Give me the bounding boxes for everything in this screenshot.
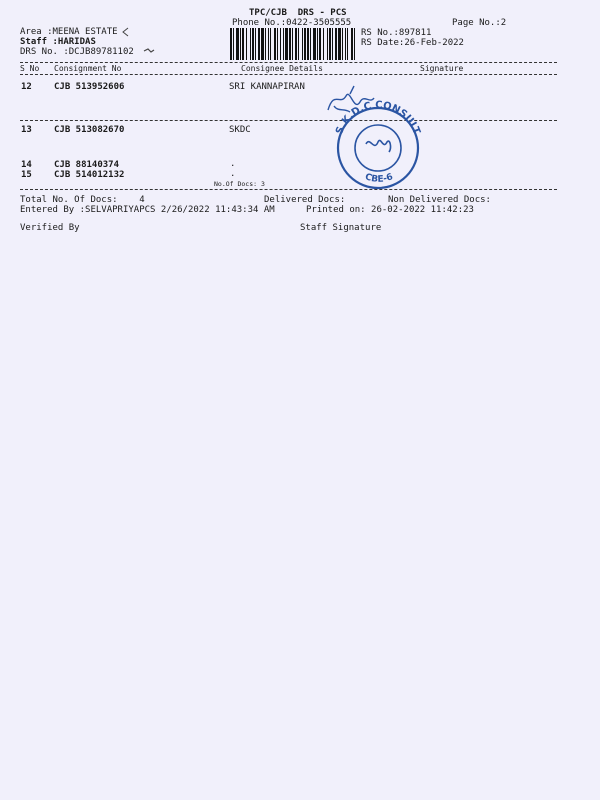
staff-signature: Staff Signature xyxy=(300,223,382,233)
total-docs: Total No. Of Docs: 4 xyxy=(20,195,145,205)
pen-mark-icon xyxy=(120,27,130,37)
column-consignee: Consignee Details xyxy=(241,64,323,73)
page-number: Page No.:2 xyxy=(452,18,507,28)
row-consignment: CJB 88140374 xyxy=(54,160,120,170)
printed-on: Printed on: 26-02-2022 11:42:23 xyxy=(306,205,474,215)
area-label: Area :MEENA ESTATE xyxy=(20,27,118,37)
svg-text:S.K.D.C CONSULT xyxy=(334,100,422,136)
divider xyxy=(20,74,557,75)
staff-label: Staff :HARIDAS xyxy=(20,37,96,47)
row-consignee: . xyxy=(230,169,236,179)
column-sno: S No xyxy=(20,64,40,73)
docs-count: No.Of Docs: 3 xyxy=(214,180,265,188)
column-signature: Signature xyxy=(420,64,464,73)
document-title: TPC/CJB DRS - PCS xyxy=(249,8,347,18)
verified-by: Verified By xyxy=(20,223,80,233)
row-consignment: CJB 513952606 xyxy=(54,82,125,92)
row-sno: 14 xyxy=(21,160,32,170)
divider xyxy=(20,120,557,121)
delivered-docs: Delivered Docs: xyxy=(264,195,346,205)
row-consignee: . xyxy=(230,159,236,169)
divider xyxy=(20,189,557,190)
stamp-bottom-text: CBE-6 xyxy=(363,172,395,185)
rs-date: RS Date:26-Feb-2022 xyxy=(361,38,464,48)
rs-number: RS No.:897811 xyxy=(361,28,432,38)
svg-text:CBE-6 xyxy=(364,172,395,185)
company-stamp xyxy=(320,82,432,190)
entered-by: Entered By :SELVAPRIYAPCS 2/26/2022 11:43:34 AM xyxy=(20,205,275,215)
row-consignment: CJB 513082670 xyxy=(54,125,125,135)
row-consignment: CJB 514012132 xyxy=(54,170,125,180)
non-delivered-docs: Non Delivered Docs: xyxy=(388,195,491,205)
column-consignment: Consignment No xyxy=(54,64,122,73)
pen-mark-icon xyxy=(143,47,155,55)
divider xyxy=(20,62,557,63)
row-sno: 12 xyxy=(21,82,32,92)
row-sno: 13 xyxy=(21,125,32,135)
row-consignee: SKDC xyxy=(229,125,251,135)
barcode-image xyxy=(229,28,357,60)
drs-number: DRS No. :DCJB89781102 xyxy=(20,47,134,57)
row-consignee: SRI KANNAPIRAN xyxy=(229,82,305,92)
phone-number: Phone No.:0422-3505555 xyxy=(232,18,352,28)
row-sno: 15 xyxy=(21,170,32,180)
stamp-top-text: S.K.D.C CONSULT xyxy=(334,99,422,136)
